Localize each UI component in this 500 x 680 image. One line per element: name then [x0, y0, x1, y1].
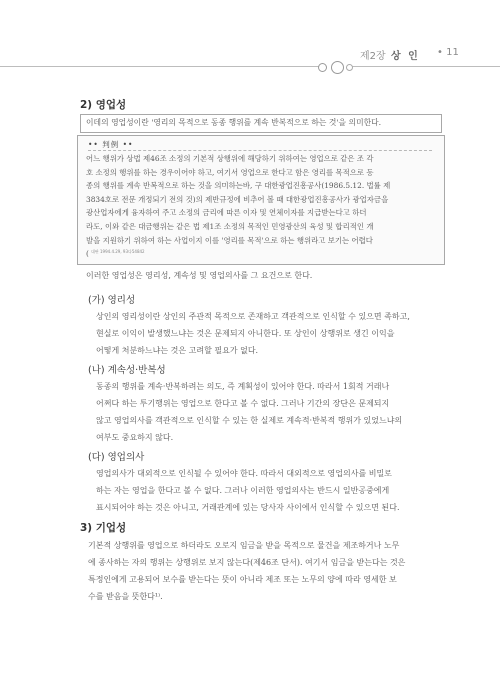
- case-law-line: 어느 행위가 상법 제46조 소정의 기본적 상행위에 해당하기 위하여는 영업으로 같은 조 각: [86, 154, 374, 163]
- header-ornament-dot: [318, 63, 327, 72]
- body-line: 수를 받음을 뜻한다¹⁾.: [88, 592, 163, 601]
- section-heading: 3) 기업성: [80, 522, 127, 534]
- case-reference: 대판 1994.4.29, 93다54842: [91, 249, 145, 254]
- case-law-line: 3834호로 전문 개정되기 전의 것)의 제반규정에 비추어 볼 때 대한광업진흥공사가 광업자금을: [86, 194, 389, 204]
- header-ornament-dot: [346, 64, 353, 71]
- body-line: 표시되어야 하는 것은 아니고, 거래관계에 있는 당사자 사이에서 인식할 수 있으면 된다.: [96, 503, 400, 512]
- header-ornament-dot: [331, 61, 344, 74]
- case-law-line: 라도, 이와 같은 대금행위는 같은 법 제1조 소정의 목적인 민영광산의 육성 및 합리적인 개: [86, 221, 374, 231]
- definition-text: 이데의 영업성이란 '영리의 목적으로 동종 행위를 계속 반복적으로 하는 것'을 의미한다.: [86, 118, 382, 127]
- case-law-line: 호 소정의 행위를 하는 경우이어야 하고, 여기서 영업으로 한다고 함은 영리를 목적으로 동: [86, 167, 374, 177]
- body-line: 영업의사가 대외적으로 인식될 수 있어야 한다. 따라서 대외적으로 영업의사를 비밀로: [96, 469, 392, 478]
- subsection-body: [96, 378, 436, 446]
- page-number: • 11: [437, 47, 459, 58]
- intro-paragraph: 이러한 영업성은 영리성, 계속성 및 영업의사를 그 요건으로 한다.: [86, 271, 313, 280]
- body-line: 여부도 중요하지 않다.: [96, 433, 174, 442]
- case-law-line: 종의 행위를 계속 반복적으로 하는 것을 의미하는바, 구 대한광업진흥공사(1986.5.12. 법률 제: [86, 181, 391, 191]
- subsection-body: [96, 465, 436, 516]
- header-chapter: 제2장: [360, 51, 386, 62]
- body-line: 기본적 상행위를 영업으로 하더라도 오로지 임금을 받을 목적으로 물건을 제조하거나 노무: [88, 541, 400, 550]
- body-line: 상인의 영리성이란 상인의 주관적 목적으로 존재하고 객관적으로 인식할 수 있으면 족하고,: [96, 312, 410, 321]
- subsection-heading: (가) 영리성: [88, 295, 136, 306]
- case-law-label: •• 判例 ••: [88, 140, 134, 149]
- body-line: 특정인에게 고용되어 보수를 받는다는 뜻이 아니라 제조 또는 노무의 양에 따라 영세한 보: [88, 575, 397, 584]
- subsection-body: [96, 308, 436, 359]
- body-line: 현실로 이익이 발생했느냐는 것은 문제되지 아니한다. 또 상인이 상행위로 생긴 이익을: [96, 329, 395, 338]
- body-line: 에 종사하는 자의 행위는 상행위로 보지 않는다(제46조 단서). 여기서 임금을 받는다는 것은: [88, 558, 406, 567]
- case-law-line: 발을 지원하기 위하여 하는 사업이지 이를 '영리를 목적'으로 하는 행위라고 보기는 어렵다: [86, 235, 373, 245]
- header-rule-left: [0, 66, 320, 67]
- case-law-line: 광산업자에게 융자하여 주고 소정의 금리에 따른 이자 및 연체이자를 지급받는다고 하더: [86, 208, 367, 218]
- body-line: 어쩌다 하는 투기행위는 영업으로 한다고 볼 수 없다. 그러나 기간의 장단은 문제되지: [96, 399, 390, 408]
- body-line: 어떻게 처분하느냐는 것은 고려할 필요가 없다.: [96, 346, 259, 355]
- body-line: 동종의 행위를 계속·반복하려는 의도, 즉 계획성이 있어야 한다. 따라서 1회적 거래나: [96, 382, 390, 391]
- header-rule-right: [352, 66, 500, 67]
- subsection-heading: (나) 계속성·반복성: [88, 365, 166, 376]
- case-law-text: [86, 152, 436, 261]
- subsection-heading: (다) 영업의사: [88, 452, 145, 463]
- section-body: [88, 537, 438, 605]
- body-line: 않고 영업의사를 객관적으로 인식할 수 있는 한 실제로 계속적·반복적 행위가 있었느냐의: [96, 416, 403, 425]
- section-heading: 2) 영업성: [80, 99, 127, 111]
- case-law-line: (: [86, 249, 89, 259]
- body-line: 하는 자는 영업을 한다고 볼 수 없다. 그러나 이러한 영업의사는 반드시 일반공중에게: [96, 486, 390, 495]
- header-title: 상 인: [391, 51, 420, 62]
- panel-divider: [88, 150, 432, 151]
